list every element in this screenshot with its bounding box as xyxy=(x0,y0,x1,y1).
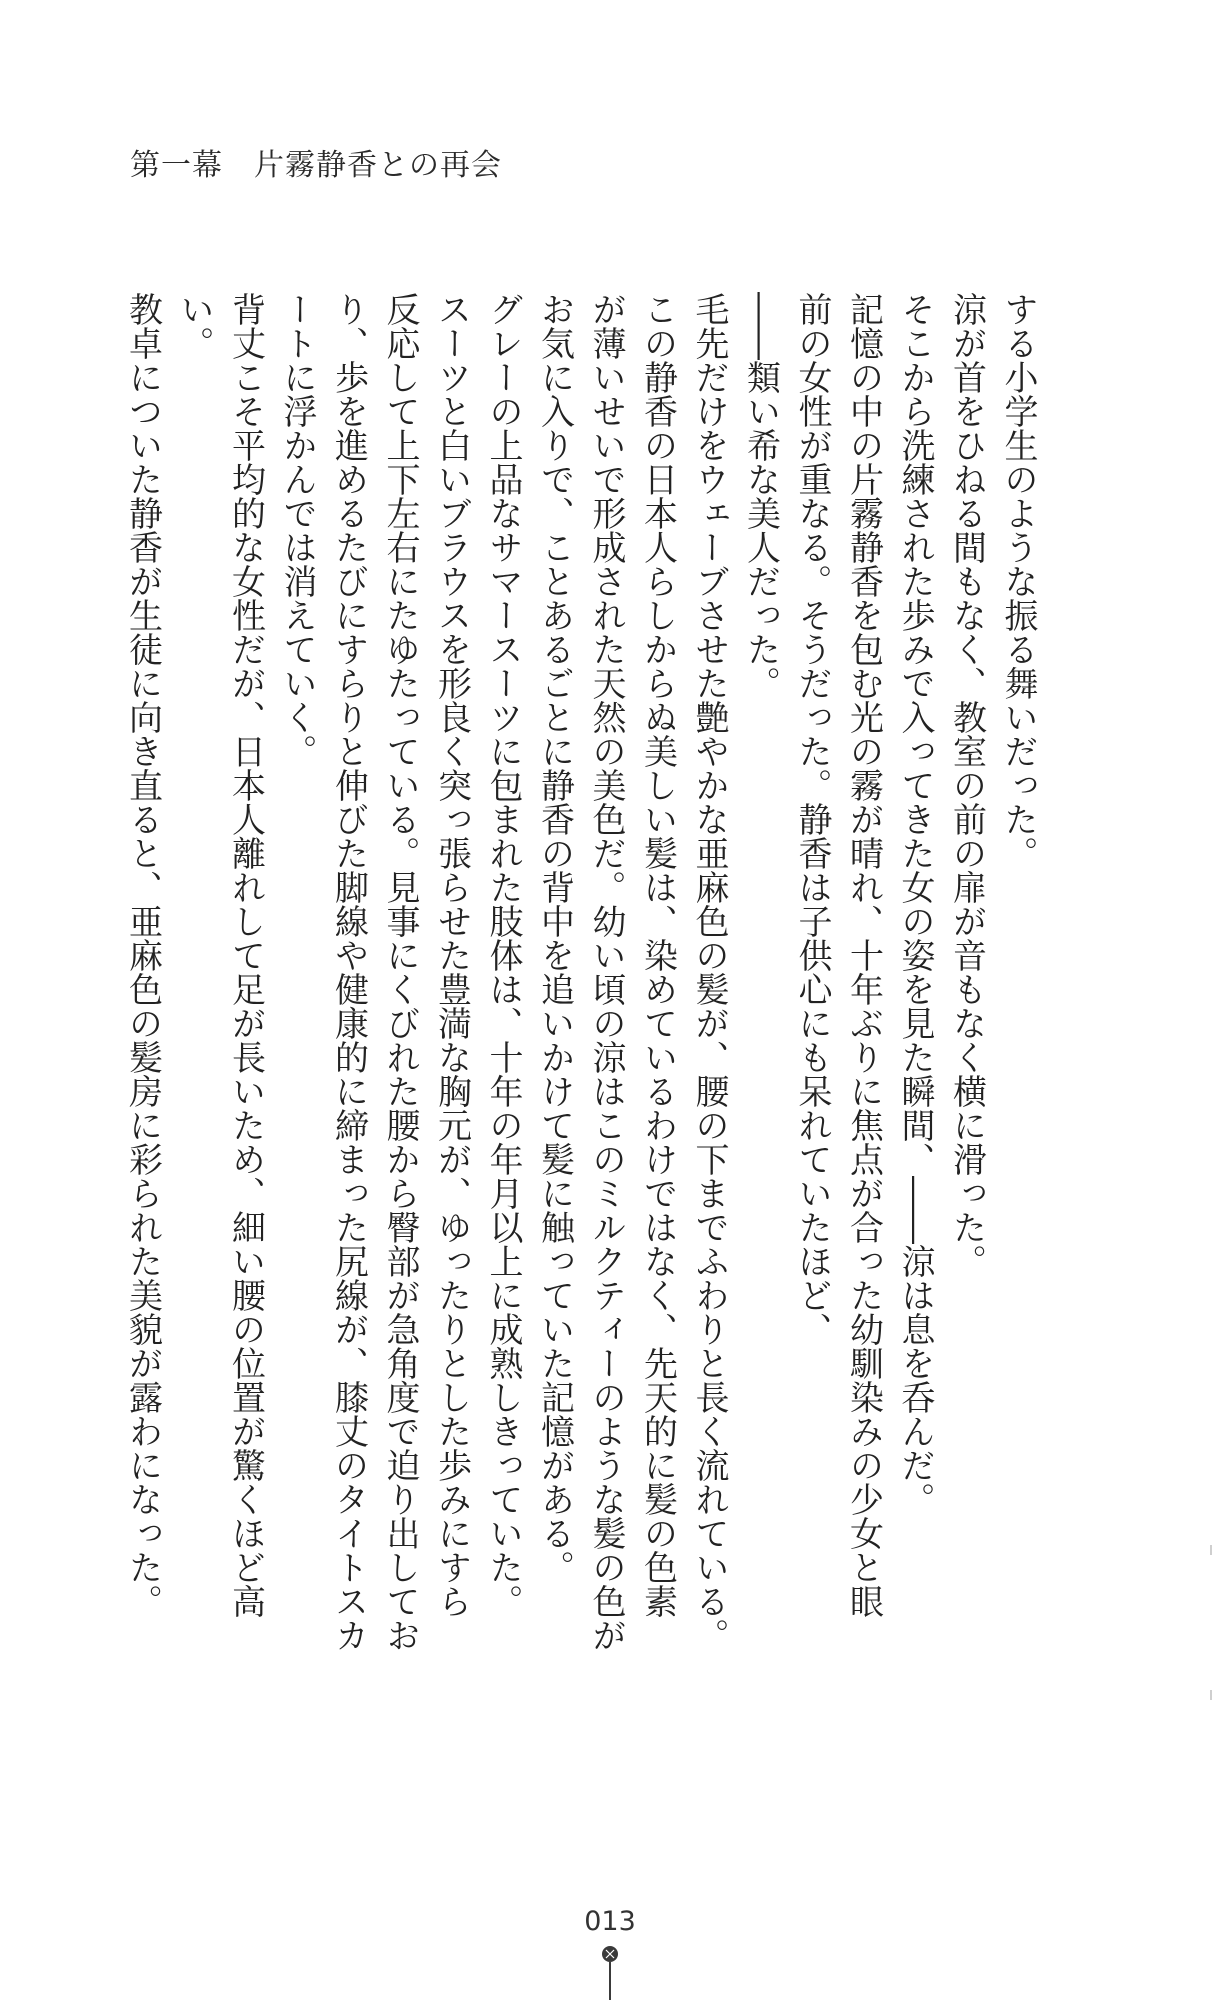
text-column: り、歩を進めるたびにすらりと伸びた脚線や健康的に締まった尻線が、膝丈のタイトスカ xyxy=(328,292,369,1652)
edge-mark xyxy=(1210,1545,1212,1555)
text-column: が薄いせいで形成された天然の美色だ。幼い頃の涼はこのミルクティーのような髪の色が xyxy=(586,292,626,1652)
text-column: 記憶の中の片霧静香を包む光の霧が晴れ、十年ぶりに焦点が合った幼馴染みの少女と眼 xyxy=(843,292,884,1618)
text-column: 教卓についた静香が生徒に向き直ると、亜麻色の髪房に彩られた美貌が露わになった。 xyxy=(122,292,163,1618)
text-column: い。 xyxy=(174,292,214,360)
text-column: そこから洗練された歩みで入ってきた女の姿を見た瞬間、――涼は息を呑んだ。 xyxy=(895,292,935,1516)
edge-mark xyxy=(1210,1690,1212,1700)
text-column: 背丈こそ平均的な女性だが、日本人離れして足が長いため、細い腰の位置が驚くほど高 xyxy=(225,292,266,1618)
page-ornament-icon xyxy=(600,1944,620,2000)
running-head: 第一幕 片霧静香との再会 xyxy=(130,148,502,183)
text-column: 毛先だけをウェーブさせた艶やかな亜麻色の髪が、腰の下までふわりと長く流れている。 xyxy=(689,292,729,1652)
text-column: お気に入りで、ことあるごとに静香の背中を追いかけて髪に触っていた記憶がある。 xyxy=(534,292,575,1584)
text-column: ートに浮かんでは消えていく。 xyxy=(277,292,317,768)
text-column: する小学生のような振る舞いだった。 xyxy=(998,292,1038,870)
body-text xyxy=(116,292,1043,1682)
text-column: 涼が首をひねる間もなく、教室の前の扉が音もなく横に滑った。 xyxy=(946,292,987,1278)
text-column: 前の女性が重なる。そうだった。静香は子供心にも呆れていたほど、 xyxy=(792,292,832,1346)
text-column: この静香の日本人らしからぬ美しい髪は、染めているわけではなく、先天的に髪の色素 xyxy=(637,292,678,1618)
text-column: グレーの上品なサマースーツに包まれた肢体は、十年の年月以上に成熟しきっていた。 xyxy=(483,292,523,1618)
text-column: スーツと白いブラウスを形良く突っ張らせた豊満な胸元が、ゆったりとした歩みにすら xyxy=(431,292,472,1618)
text-column: 反応して上下左右にたゆたっている。見事にくびれた腰から臀部が急角度で迫り出してお xyxy=(380,292,420,1652)
page-number: 013 xyxy=(584,1906,636,1937)
text-column: ――類い希な美人だった。 xyxy=(740,292,781,700)
